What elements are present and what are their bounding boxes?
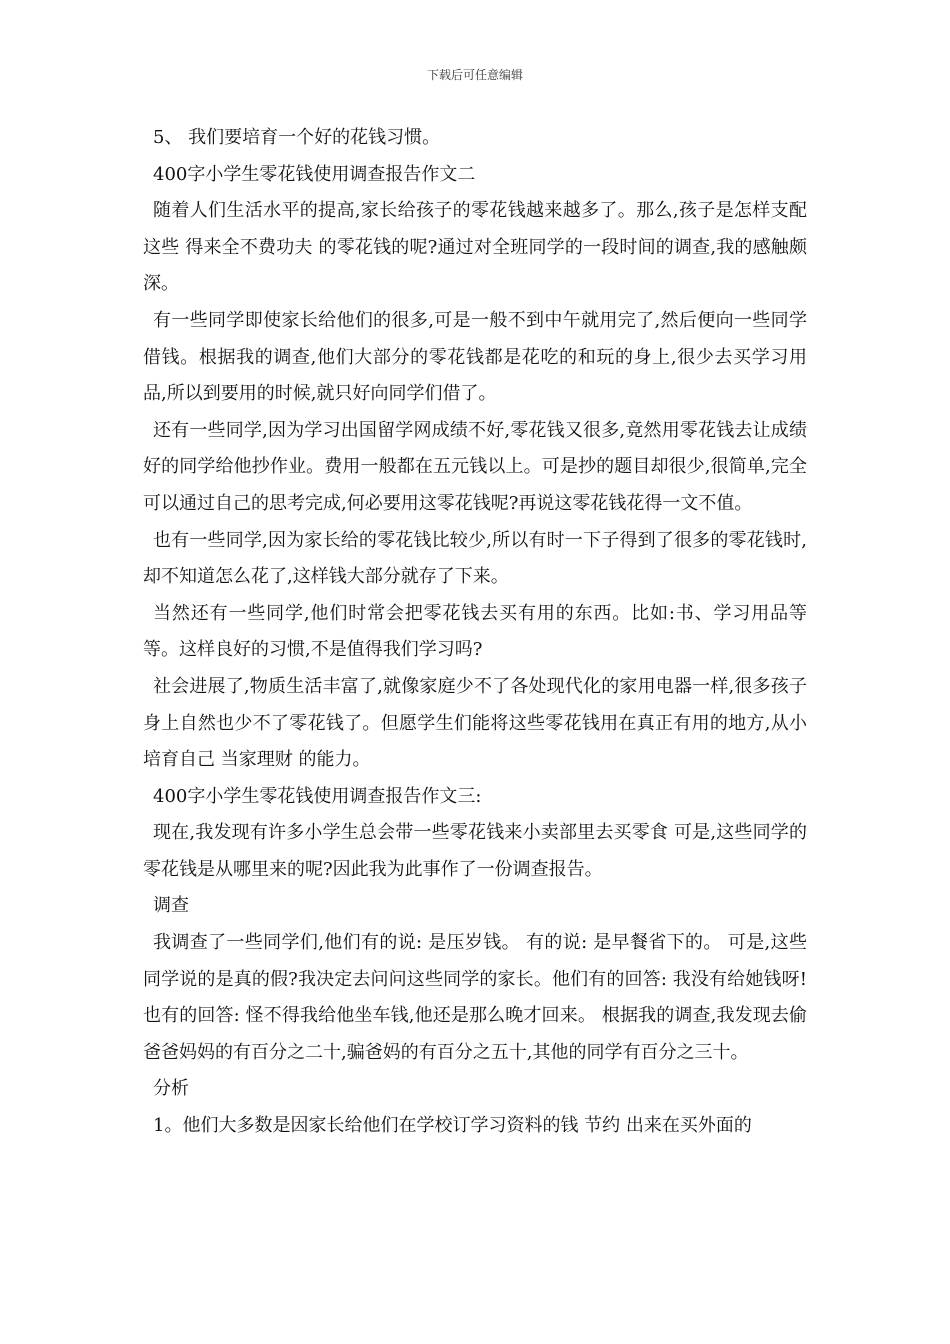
paragraph: 调查 [153,895,189,917]
paragraph: 还有一些同学,因为学习出国留学网成绩不好,零花钱又很多,竟然用零花钱去让成绩好的同学给他抄作业。费用一般都在五元钱以上。可是抄的题目却很少,很简单,完全可以通过自己的思考完成,何必要用这零花钱呢?再说这零花钱花得一文不值。 [143,419,807,514]
paragraph: 400字小学生零花钱使用调查报告作文二 [153,163,476,185]
document-body [143,120,807,1145]
paragraph: 现在,我发现有许多小学生总会带一些零花钱来小卖部里去买零食 可是,这些同学的零花钱是从哪里来的呢?因此我为此事作了一份调查报告。 [143,822,807,880]
paragraph: 1。他们大多数是因家长给他们在学校订学习资料的钱 节约 出来在买外面的 [153,1115,752,1137]
page-header: 下载后可任意编辑 [426,68,523,82]
paragraph: 也有一些同学,因为家长给的零花钱比较少,所以有时一下子得到了很多的零花钱时,却不知道怎么花了,这样钱大部分就存了下来。 [143,529,807,588]
paragraph: 当然还有一些同学,他们时常会把零花钱去买有用的东西。比如:书、学习用品等等。这样良好的习惯,不是值得我们学习吗? [143,602,807,661]
paragraph: 随着人们生活水平的提高,家长给孩子的零花钱越来越多了。那么,孩子是怎样支配这些 得来全不费功夫 的零花钱的呢?通过对全班同学的一段时间的调查,我的感触颇深。 [143,200,807,295]
paragraph: 我调查了一些同学们,他们有的说: 是压岁钱。 有的说: 是早餐省下的。 可是,这些同学说的是真的假?我决定去问问这些同学的家长。他们有的回答: 我没有给她钱呀! 也有的回答: 怪不得我给他坐车钱,他还是那么晚才回来。 根据我的调查,我发现去偷爸爸妈妈的有百分之二十,骗爸妈的有百分之五十,其他的同学有百分之三十。 [143,932,807,1063]
paragraph: 分析 [153,1078,189,1100]
paragraph: 有一些同学即使家长给他们的很多,可是一般不到中午就用完了,然后便向一些同学借钱。根据我的调查,他们大部分的零花钱都是花吃的和玩的身上,很少去买学习用品,所以到要用的时候,就只好向同学们借了。 [143,309,807,405]
paragraph: 社会进展了,物质生活丰富了,就像家庭少不了各处现代化的家用电器一样,很多孩子身上自然也少不了零花钱了。但愿学生们能将这些零花钱用在真正有用的地方,从小培育自己 当家理财 的能力。 [143,675,807,771]
paragraph: 5、 我们要培育一个好的花钱习惯。 [153,127,441,148]
paragraph: 400字小学生零花钱使用调查报告作文三: [153,785,482,807]
